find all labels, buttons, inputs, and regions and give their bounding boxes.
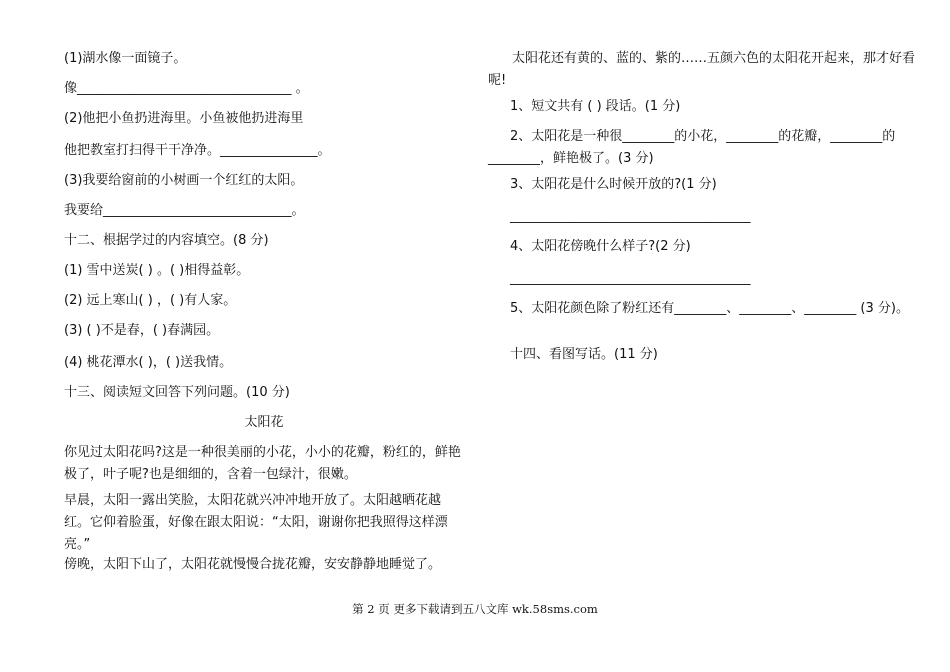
passage-paragraph-4: 太阳花还有黄的、蓝的、紫的……五颜六色的太阳花开起来，那才好看呢!	[488, 51, 916, 88]
fill-item-1: (1) 雪中送炭( ) 。( )相得益彰。	[64, 263, 250, 278]
fill-item-4: (4) 桃花潭水( )，( )送我情。	[64, 355, 233, 370]
answer-line-1: 像_________________________________ 。	[64, 81, 309, 96]
answer-line-q4: _____________________________________	[510, 271, 751, 286]
sentence-3: (3)我要给窗前的小树画一个红红的太阳。	[64, 173, 304, 188]
sentence-2: (2)他把小鱼扔进海里。小鱼被他扔进海里	[64, 111, 304, 126]
question-4: 4、太阳花傍晚什么样子?(2 分)	[510, 239, 691, 254]
passage-title: 太阳花	[244, 415, 284, 430]
answer-line-3: 我要给_____________________________。	[64, 203, 305, 218]
section-12-heading: 十二、根据学过的内容填空。(8 分)	[64, 233, 269, 248]
answer-line-q3: _____________________________________	[510, 209, 751, 224]
fill-item-2: (2) 远上寒山( ) ，( )有人家。	[64, 293, 237, 308]
fill-item-3: (3) ( )不是春，( )春满园。	[64, 323, 220, 338]
passage-paragraph-2: 早晨，太阳一露出笑脸，太阳花就兴冲冲地开放了。太阳越晒花越红。它仰着脸蛋，好像在跟太阳说：“太阳，谢谢你把我照得这样漂亮。”	[64, 493, 448, 552]
question-5: 5、太阳花颜色除了粉红还有________、________、________ (3 分)。	[510, 301, 909, 316]
question-3: 3、太阳花是什么时候开放的?(1 分)	[510, 177, 717, 192]
page-footer: 第 2 页 更多下载请到五八文库 wk.58sms.com	[352, 602, 598, 616]
passage-paragraph-1: 你见过太阳花吗?这是一种很美丽的小花，小小的花瓣，粉红的，鲜艳极了，叶子呢?也是细细的，含着一包绿汁，很嫩。	[64, 445, 461, 482]
answer-line-2: 他把教室打扫得干干净净。_______________。	[64, 143, 331, 158]
sentence-1: (1)湖水像一面镜子。	[64, 51, 187, 66]
question-1: 1、短文共有 ( ) 段话。(1 分)	[510, 99, 681, 114]
passage-paragraph-3: 傍晚，太阳下山了，太阳花就慢慢合拢花瓣，安安静静地睡觉了。	[64, 557, 442, 572]
section-14-heading: 十四、看图写话。(11 分)	[510, 347, 658, 362]
question-2: 2、太阳花是一种很________的小花，________的花瓣，________的________，鲜艳极了。(3 分)	[488, 129, 896, 166]
section-13-heading: 十三、阅读短文回答下列问题。(10 分)	[64, 385, 290, 400]
